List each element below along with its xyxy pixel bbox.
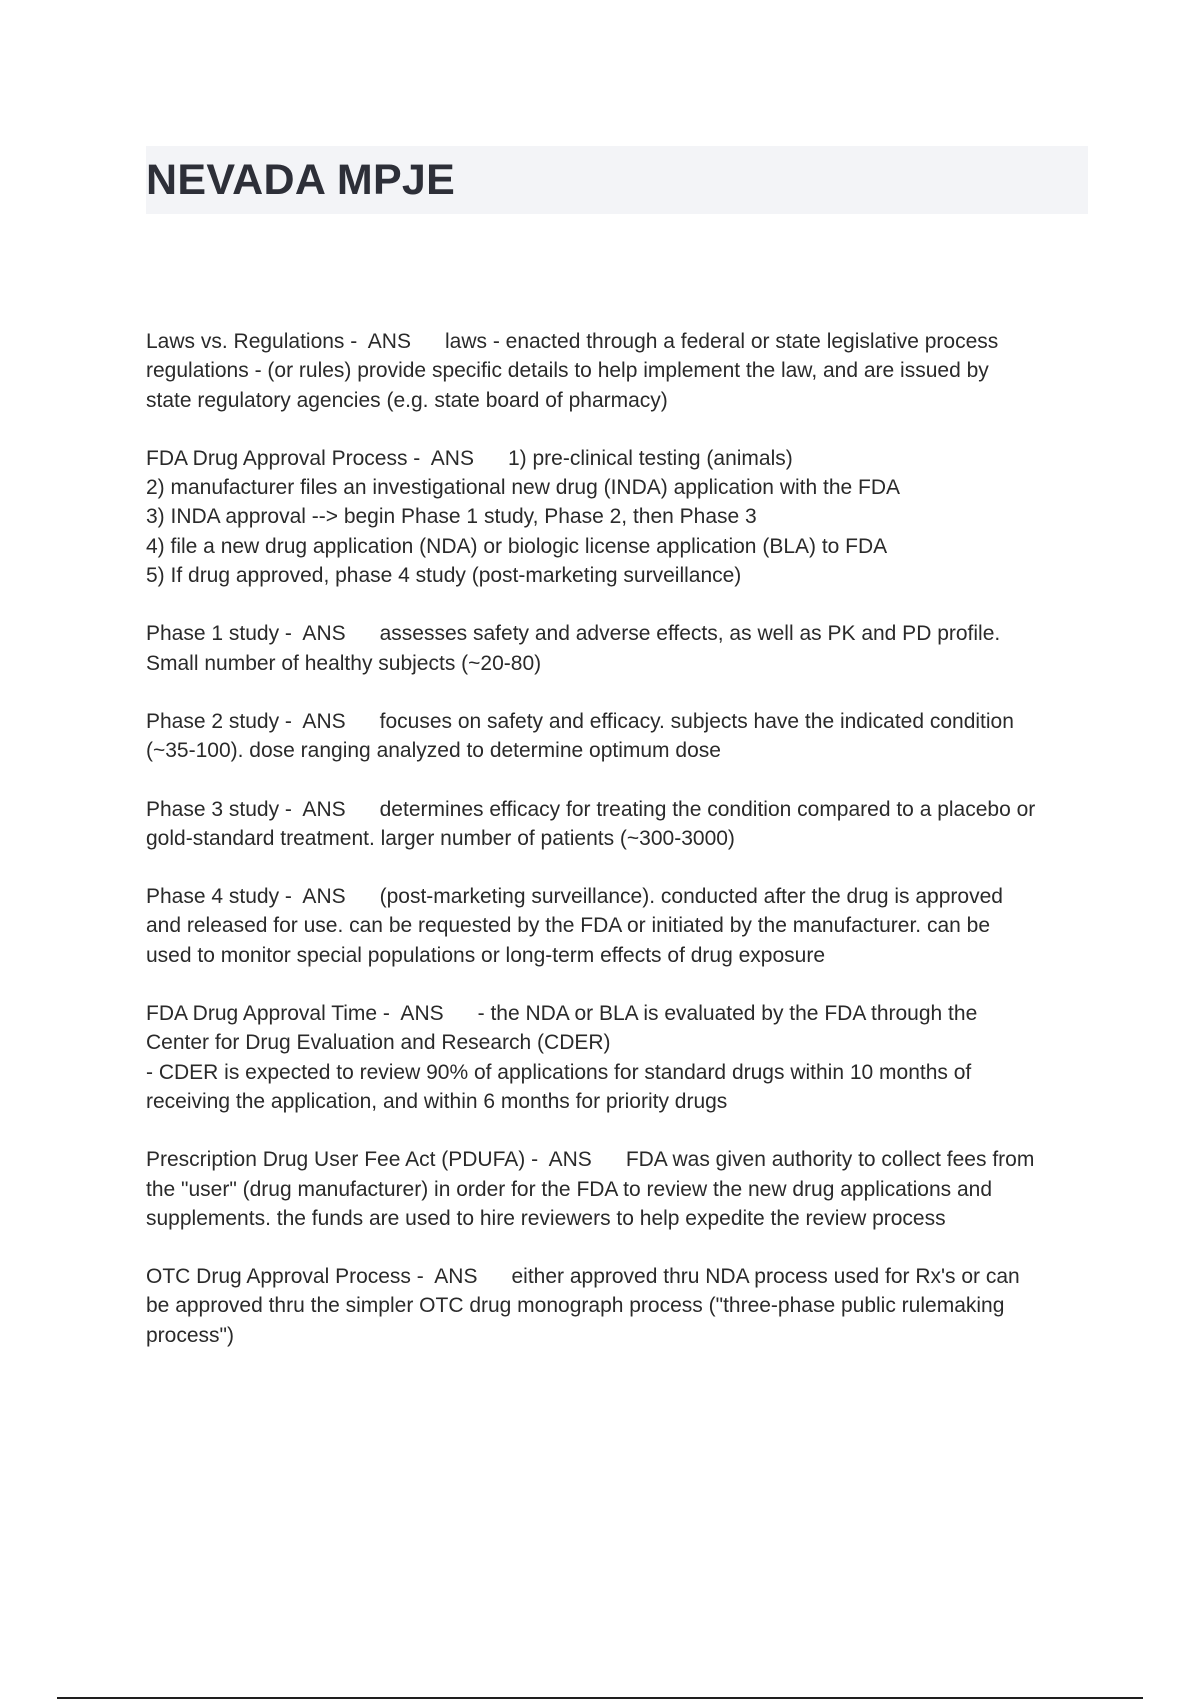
qa-answer-line: and released for use. can be requested by the FDA or initiated by the manufacturer. can be [146, 914, 991, 938]
qa-item [146, 999, 1096, 1116]
qa-term: Phase 2 study [146, 709, 280, 733]
qa-item [146, 619, 1096, 678]
qa-answer-line: 5) If drug approved, phase 4 study (post-marketing surveillance) [146, 564, 742, 588]
qa-first-line [146, 795, 1096, 824]
qa-answer-line: 4) file a new drug application (NDA) or biologic license application (BLA) to FDA [146, 534, 888, 558]
qa-first-line [146, 1145, 1096, 1174]
ans-marker: - ANS [344, 330, 411, 353]
qa-answer-text: (post-marketing surveillance). conducted after the drug is approved [379, 885, 1003, 909]
qa-item [146, 882, 1096, 970]
ans-marker: - ANS [525, 1148, 592, 1172]
qa-answer-line: 2) manufacturer files an investigational new drug (INDA) application with the FDA [146, 476, 901, 500]
qa-answer-line: be approved thru the simpler OTC drug monograph process ("three-phase public rulemaking [146, 1294, 1005, 1318]
qa-item [146, 444, 1096, 590]
ans-marker: - ANS [279, 709, 346, 733]
ans-marker: - ANS [279, 885, 346, 909]
ans-marker: - ANS [410, 1265, 478, 1289]
qa-first-line [146, 999, 1096, 1028]
qa-answer-line: receiving the application, and within 6 months for priority drugs [146, 1089, 728, 1113]
qa-answer-line: - CDER is expected to review 90% of applications for standard drugs within 10 months of [146, 1060, 972, 1084]
qa-answer-text: focuses on safety and efficacy. subjects have the indicated condition [379, 709, 1014, 733]
qa-item [146, 327, 1096, 415]
qa-answer-line: used to monitor special populations or long-term effects of drug exposure [146, 943, 825, 967]
qa-answer-line: state regulatory agencies (e.g. state board of pharmacy) [146, 388, 668, 412]
qa-item [146, 1262, 1096, 1350]
qa-list [146, 327, 1096, 1379]
qa-answer-line: regulations - (or rules) provide specific details to help implement the law, and are issued by [146, 359, 989, 383]
qa-answer-line: supplements. the funds are used to hire reviewers to help expedite the review process [146, 1206, 946, 1230]
qa-first-line [146, 444, 1096, 473]
qa-answer-line: 3) INDA approval --> begin Phase 1 study, Phase 2, then Phase 3 [146, 505, 757, 529]
qa-term: Phase 3 study [146, 797, 280, 821]
qa-term: FDA Drug Approval Time [146, 1002, 378, 1026]
qa-answer-text: 1) pre-clinical testing (animals) [507, 446, 793, 470]
qa-answer-line: Center for Drug Evaluation and Research (CDER) [146, 1031, 611, 1055]
qa-answer-text: determines efficacy for treating the condition compared to a placebo or [379, 797, 1036, 821]
qa-term: Phase 1 study [146, 622, 280, 646]
qa-item [146, 707, 1096, 766]
qa-answer-line: process") [146, 1323, 234, 1347]
qa-first-line [146, 1262, 1096, 1291]
qa-answer-line: Small number of healthy subjects (~20-80) [146, 651, 542, 675]
qa-answer-text: - the NDA or BLA is evaluated by the FDA through the [477, 1002, 978, 1026]
qa-item [146, 795, 1096, 854]
qa-answer-line: gold-standard treatment. larger number of patients (~300-3000) [146, 826, 735, 850]
qa-answer-line: (~35-100). dose ranging analyzed to determine optimum dose [146, 739, 721, 763]
qa-term: Phase 4 study [146, 885, 280, 909]
ans-marker: - ANS [279, 622, 346, 646]
qa-term: Laws vs. Regulations [146, 330, 345, 353]
title-band [146, 146, 1088, 214]
qa-term: OTC Drug Approval Process [146, 1265, 411, 1289]
footer-divider [57, 1697, 1143, 1699]
ans-marker: - ANS [377, 1002, 444, 1026]
qa-term: Prescription Drug User Fee Act (PDUFA) [146, 1148, 526, 1172]
qa-first-line [146, 619, 1096, 648]
qa-first-line [146, 327, 1096, 356]
qa-first-line [146, 707, 1096, 736]
qa-answer-text: assesses safety and adverse effects, as well as PK and PD profile. [379, 622, 1001, 646]
qa-term: FDA Drug Approval Process [146, 446, 408, 470]
qa-answer-text: either approved thru NDA process used for Rx's or can [511, 1265, 1020, 1289]
qa-first-line [146, 882, 1096, 911]
ans-marker: - ANS [279, 797, 346, 821]
ans-marker: - ANS [407, 446, 474, 470]
qa-item [146, 1145, 1096, 1233]
qa-answer-line: the "user" (drug manufacturer) in order for the FDA to review the new drug applications and [146, 1177, 993, 1201]
page-title: NEVADA MPJE [146, 156, 456, 204]
qa-answer-text: FDA was given authority to collect fees from [625, 1148, 1035, 1172]
qa-answer-text: laws - enacted through a federal or state legislative process [444, 330, 999, 353]
